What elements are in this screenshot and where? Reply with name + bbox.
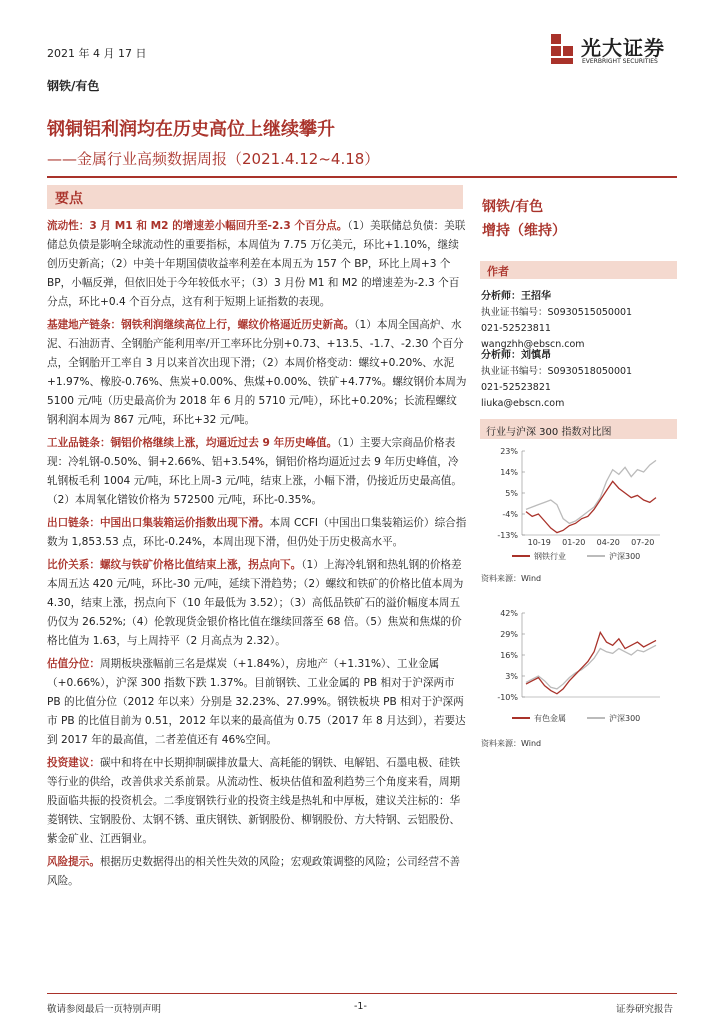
- series-line: [526, 632, 656, 693]
- footer-disclaimer[interactable]: 敬请参阅最后一页特别声明: [47, 1004, 162, 1015]
- paragraph-body: （1）本周全国高炉、水泥、石油沥青、全钢胎产能利用率/开工率环比分别+0.73、+13.5、-1.7、-2.30 个百分点，全钢胎开工率自 3 月以来首次出现下滑；（2）本周价格变动：螺纹+0.20%、水泥+1.97%、橡胶-0.76%、焦炭+0.00%、焦煤+0.00%、铁矿+4.77%。螺纹钢价本周为 5100 元/吨（历史最高价为 2018 年 6 月的 5710 元/吨），环比+0.20%；长流程螺纹钢利润本周为 867 元/吨，环比+32 元/吨。: [47, 319, 467, 426]
- analyst-cert: 执业证书编号：S0930515050001: [481, 307, 633, 318]
- paragraph-lead: 工业品链条：铜铝价格继续上涨，均逼近过去 9 年历史峰值。: [47, 437, 338, 449]
- paragraph-lead: 风险提示。: [47, 856, 100, 868]
- paragraph-liquidity: [47, 217, 467, 312]
- series-line: [526, 460, 656, 523]
- analyst-phone: 021-52523811: [481, 323, 551, 334]
- analyst-name: 分析师：刘慎昂: [481, 350, 551, 361]
- paragraph-body: （1）上海冷轧钢和热轧钢的价格差本周五达 420 元/吨，环比-30 元/吨，延续下滑趋势；（2）螺纹和铁矿的价格比值本周为 4.30，结束上涨，拐点向下（10 年最低为 3.52）；（3）高低品铁矿石的溢价幅度本周五仍仅为 26.52%;（4）伦敦现货金银价格比值在继续回落至 68 倍。（5）焦炭和焦煤的价格比值为 1.63，与上周持平（2 月高点为 2.32）。: [47, 559, 464, 647]
- series-line: [526, 645, 656, 689]
- paragraph-body: （1）主要大宗商品价格表现：冷轧钢-0.50%、铜+2.66%、铝+3.54%，铜铝价格均逼近过去 9 年历史峰值，冷轧钢板毛利 1004 元/吨，环比上周-3 元/吨，结束上涨，小幅下滑，仍接近历史最高值。（2）本周氧化镨钕价格为 572500 元/吨，环比-0.35%。: [47, 437, 462, 506]
- footer-divider: [47, 993, 677, 994]
- paragraph-lead: 流动性：3 月 M1 和 M2 的增速差小幅回升至-2.3 个百分点。: [47, 220, 348, 232]
- x-tick-label: 04-20: [596, 538, 620, 547]
- footer-report-type: 证券研究报告: [616, 1004, 674, 1015]
- logo-text-en: EVERBRIGHT SECURITIES: [582, 58, 658, 65]
- paragraph-body: 周期板块涨幅前三名是煤炭（+1.84%），房地产（+1.31%）、工业金属（+0.66%），沪深 300 指数下跌 1.37%。目前钢铁、工业金属的 PB 相对于沪深两市 PB 的比值分位（2012 年以来）分别是 32.23%、27.99%。钢铁板块 PB 相对于沪深两市 PB 的比值目前为 0.51，2012 年以来的最高值为 0.75（2017 年 8 月达到），若要达到 2017 年的最高值，二者差值还有 46%空间。: [47, 658, 466, 746]
- paragraph-body: 根据历史数据得出的相关性失效的风险；宏观政策调整的风险；公司经营不善风险。: [47, 856, 461, 887]
- paragraph-lead: 出口链条：中国出口集装箱运价指数出现下滑。: [47, 517, 270, 529]
- company-logo: [549, 30, 679, 70]
- chart-section-title: 行业与沪深 300 指数对比图: [486, 427, 612, 438]
- x-tick-label: 07-20: [631, 538, 655, 547]
- report-sector: 钢铁/有色: [47, 79, 100, 93]
- report-date: 2021 年 4 月 17 日: [47, 47, 147, 60]
- y-tick-label: 16%: [500, 651, 518, 660]
- analyst-phone: 021-52523821: [481, 382, 551, 393]
- authors-label: 作者: [487, 265, 509, 278]
- analyst-email[interactable]: wangzhh@ebscn.com: [481, 339, 585, 350]
- y-tick-label: 5%: [505, 489, 518, 498]
- x-tick-label: 10-19: [527, 538, 551, 547]
- y-tick-label: 14%: [500, 468, 518, 477]
- sidebar-sector: 钢铁/有色: [482, 199, 544, 215]
- logo-text-cn: 光大证券: [581, 36, 665, 60]
- paragraph-lead: 估值分位：: [47, 658, 100, 670]
- paragraph-export: [47, 514, 467, 552]
- report-subtitle: ——金属行业高频数据周报（2021.4.12~4.18）: [47, 150, 380, 168]
- paragraph-lead: 投资建议：: [47, 757, 100, 769]
- title-divider: [47, 176, 677, 178]
- legend-label: 沪深300: [609, 552, 641, 561]
- y-tick-label: 3%: [505, 672, 518, 681]
- x-tick-label: 01-20: [562, 538, 586, 547]
- analyst-email[interactable]: liuka@ebscn.com: [481, 398, 565, 409]
- paragraph-investment: [47, 754, 467, 849]
- y-tick-label: 23%: [500, 447, 518, 456]
- legend-label: 沪深300: [609, 714, 641, 723]
- steel-vs-hs300-chart: [480, 443, 680, 573]
- legend-label: 钢铁行业: [534, 552, 566, 561]
- analyst-card: [481, 348, 632, 412]
- paragraph-price-ratio: [47, 556, 467, 651]
- paragraph-risk: [47, 853, 467, 891]
- paragraph-lead: 基建地产链条：钢铁利润继续高位上行，螺纹价格逼近历史新高。: [47, 319, 355, 331]
- paragraph-infrastructure: [47, 316, 467, 430]
- page-number: -1-: [354, 1001, 367, 1012]
- legend-label: 有色金属: [534, 714, 566, 723]
- key-points-bar: [47, 185, 463, 209]
- key-points-title: 要点: [55, 191, 83, 207]
- y-tick-label: -4%: [502, 510, 518, 519]
- analyst-name: 分析师：王招华: [481, 291, 551, 302]
- paragraph-lead: 比价关系：螺纹与铁矿价格比值结束上涨，拐点向下。: [47, 559, 302, 571]
- key-points-body: [47, 217, 467, 895]
- paragraph-body: 本周 CCFI（中国出口集装箱运价）综合指数为 1,853.53 点，环比-0.24%，本周出现下滑，但仍处于历史极高水平。: [47, 517, 467, 548]
- chart-source: 资料来源：Wind: [481, 574, 542, 583]
- paragraph-industrial: [47, 434, 467, 510]
- y-tick-label: -13%: [497, 531, 518, 540]
- report-title: 钢铜铝利润均在历史高位上继续攀升: [47, 119, 335, 140]
- series-line: [526, 481, 656, 532]
- paragraph-body: 碳中和将在中长期抑制碳排放量大、高耗能的钢铁、电解铝、石墨电极、硅铁等行业的供给，改善供求关系前景。从流动性、板块估值和盈利趋势三个角度来看，周期股面临共振的投资机会。二季度钢铁行业的投资主线是热轧和中厚板，建议关注标的：华菱钢铁、宝钢股份、太钢不锈、重庆钢铁、新钢股份、柳钢股份、方大特钢、云铝股份、紫金矿业、江西铜业。: [47, 757, 461, 845]
- authors-bar: [480, 261, 677, 279]
- analyst-cert: 执业证书编号：S0930518050001: [481, 366, 633, 377]
- analyst-card: [481, 289, 632, 353]
- paragraph-valuation: [47, 655, 467, 750]
- nonferrous-vs-hs300-chart: [480, 605, 680, 735]
- sidebar-rating: 增持（维持）: [482, 223, 566, 239]
- y-tick-label: 42%: [500, 609, 518, 618]
- chart-source: 资料来源：Wind: [481, 739, 542, 748]
- y-tick-label: 29%: [500, 630, 518, 639]
- y-tick-label: -10%: [497, 693, 518, 702]
- paragraph-body: （1）美联储总负债：美联储总负债是影响全球流动性的重要指标，本周值为 7.75 万亿美元，环比+1.10%，继续创历史新高；（2）中美十年期国债收益率利差在本周五为 157 个 BP，环比上周+3 个 BP，小幅反弹，但依旧处于今年较低水平；（3）3 月份 M1 和 M2 的增速差为-2.3 个百分点，环比+0.4 个百分点，这有利于短期上证指数的表现。: [47, 220, 466, 308]
